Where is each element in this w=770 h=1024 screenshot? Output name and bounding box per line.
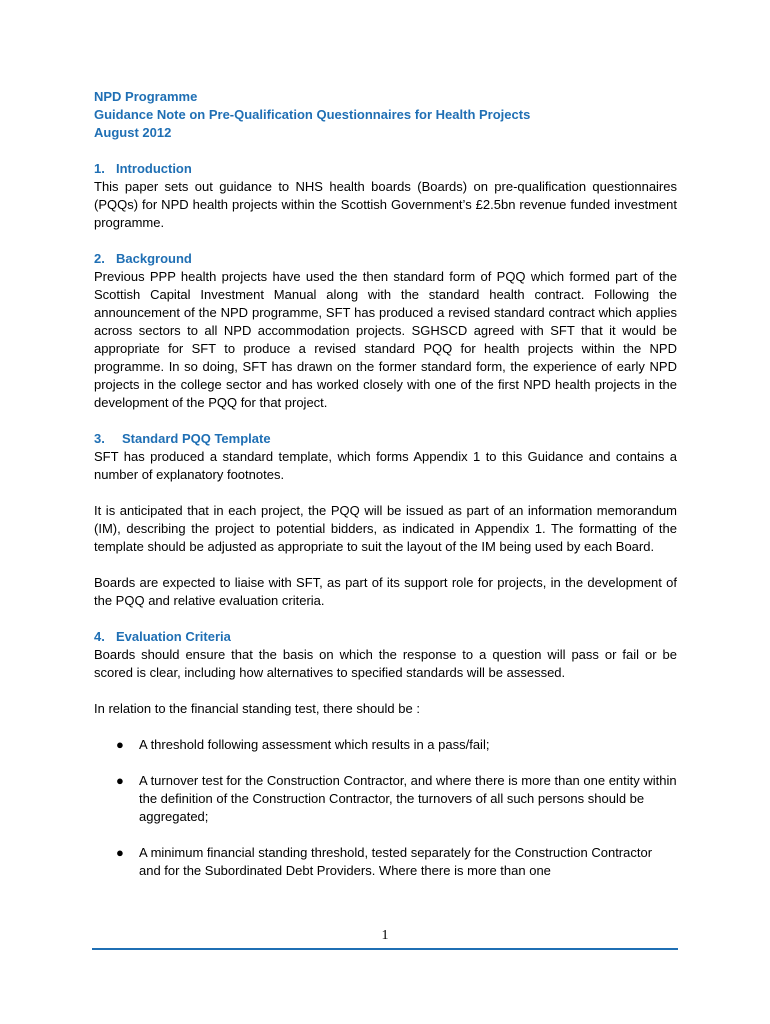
section-number: 1. <box>94 161 105 176</box>
list-item-text: A threshold following assessment which results in a pass/fail; <box>139 737 490 752</box>
template-paragraph-3: Boards are expected to liaise with SFT, as part of its support role for projects, in the development of the PQQ and relative evaluation criteria. <box>94 575 677 608</box>
section-number: 2. <box>94 251 105 266</box>
list-item <box>94 844 677 880</box>
bullet-icon: ● <box>116 845 124 860</box>
section-4-heading <box>94 628 677 646</box>
section-title: Background <box>116 251 192 266</box>
list-item <box>94 772 677 826</box>
document-date: August 2012 <box>94 125 172 140</box>
document-body <box>94 88 677 898</box>
template-paragraph-1: SFT has produced a standard template, which forms Appendix 1 to this Guidance and contains a number of explanatory footnotes. <box>94 449 677 482</box>
list-item-text: A turnover test for the Construction Contractor, and where there is more than one entity within the definition of the Construction Contractor, the turnovers of all such persons should be aggregated; <box>139 773 677 824</box>
section-title: Standard PQQ Template <box>122 431 271 446</box>
evaluation-paragraph-2: In relation to the financial standing test, there should be : <box>94 701 420 716</box>
section-2-heading <box>94 250 677 268</box>
bullet-icon: ● <box>116 737 124 752</box>
programme-title: NPD Programme <box>94 89 198 104</box>
section-number: 3. <box>94 431 105 446</box>
section-title: Introduction <box>116 161 192 176</box>
section-1-heading <box>94 160 677 178</box>
template-paragraph-2: It is anticipated that in each project, the PQQ will be issued as part of an information memorandum (IM), describing the project to potential bidders, as indicated in Appendix 1. The formatting of the template should be adjusted as appropriate to suit the layout of the IM being used by each Board. <box>94 503 677 554</box>
guidance-title: Guidance Note on Pre-Qualification Questionnaires for Health Projects <box>94 107 531 122</box>
section-number: 4. <box>94 629 105 644</box>
page-number: 1 <box>381 928 389 943</box>
section-3-heading <box>94 430 677 448</box>
section-title: Evaluation Criteria <box>116 629 231 644</box>
evaluation-paragraph-1: Boards should ensure that the basis on which the response to a question will pass or fail or be scored is clear, including how alternatives to specified standards will be assessed. <box>94 647 677 680</box>
footer-divider <box>92 948 678 950</box>
introduction-paragraph: This paper sets out guidance to NHS health boards (Boards) on pre-qualification questionnaires (PQQs) for NPD health projects within the Scottish Government’s £2.5bn revenue funded investment programme. <box>94 179 677 230</box>
background-paragraph: Previous PPP health projects have used the then standard form of PQQ which formed part of the Scottish Capital Investment Manual along with the standard health contract. Following the announcement of the NPD programme, SFT has produced a revised standard contract which applies across sectors to all NPD accommodation projects. SGHSCD agreed with SFT that it would be appropriate for SFT to produce a revised standard PQQ for health projects within the NPD programme. In so doing, SFT has drawn on the former standard form, the experience of early NPD projects in the college sector and has worked closely with one of the first NPD health projects in the development of the PQQ for that project. <box>94 269 677 410</box>
list-item <box>94 736 677 754</box>
financial-standing-list <box>94 736 677 880</box>
bullet-icon: ● <box>116 773 124 788</box>
list-item-text: A minimum financial standing threshold, tested separately for the Construction Contractor and for the Subordinated Debt Providers. Where there is more than one <box>139 845 653 878</box>
